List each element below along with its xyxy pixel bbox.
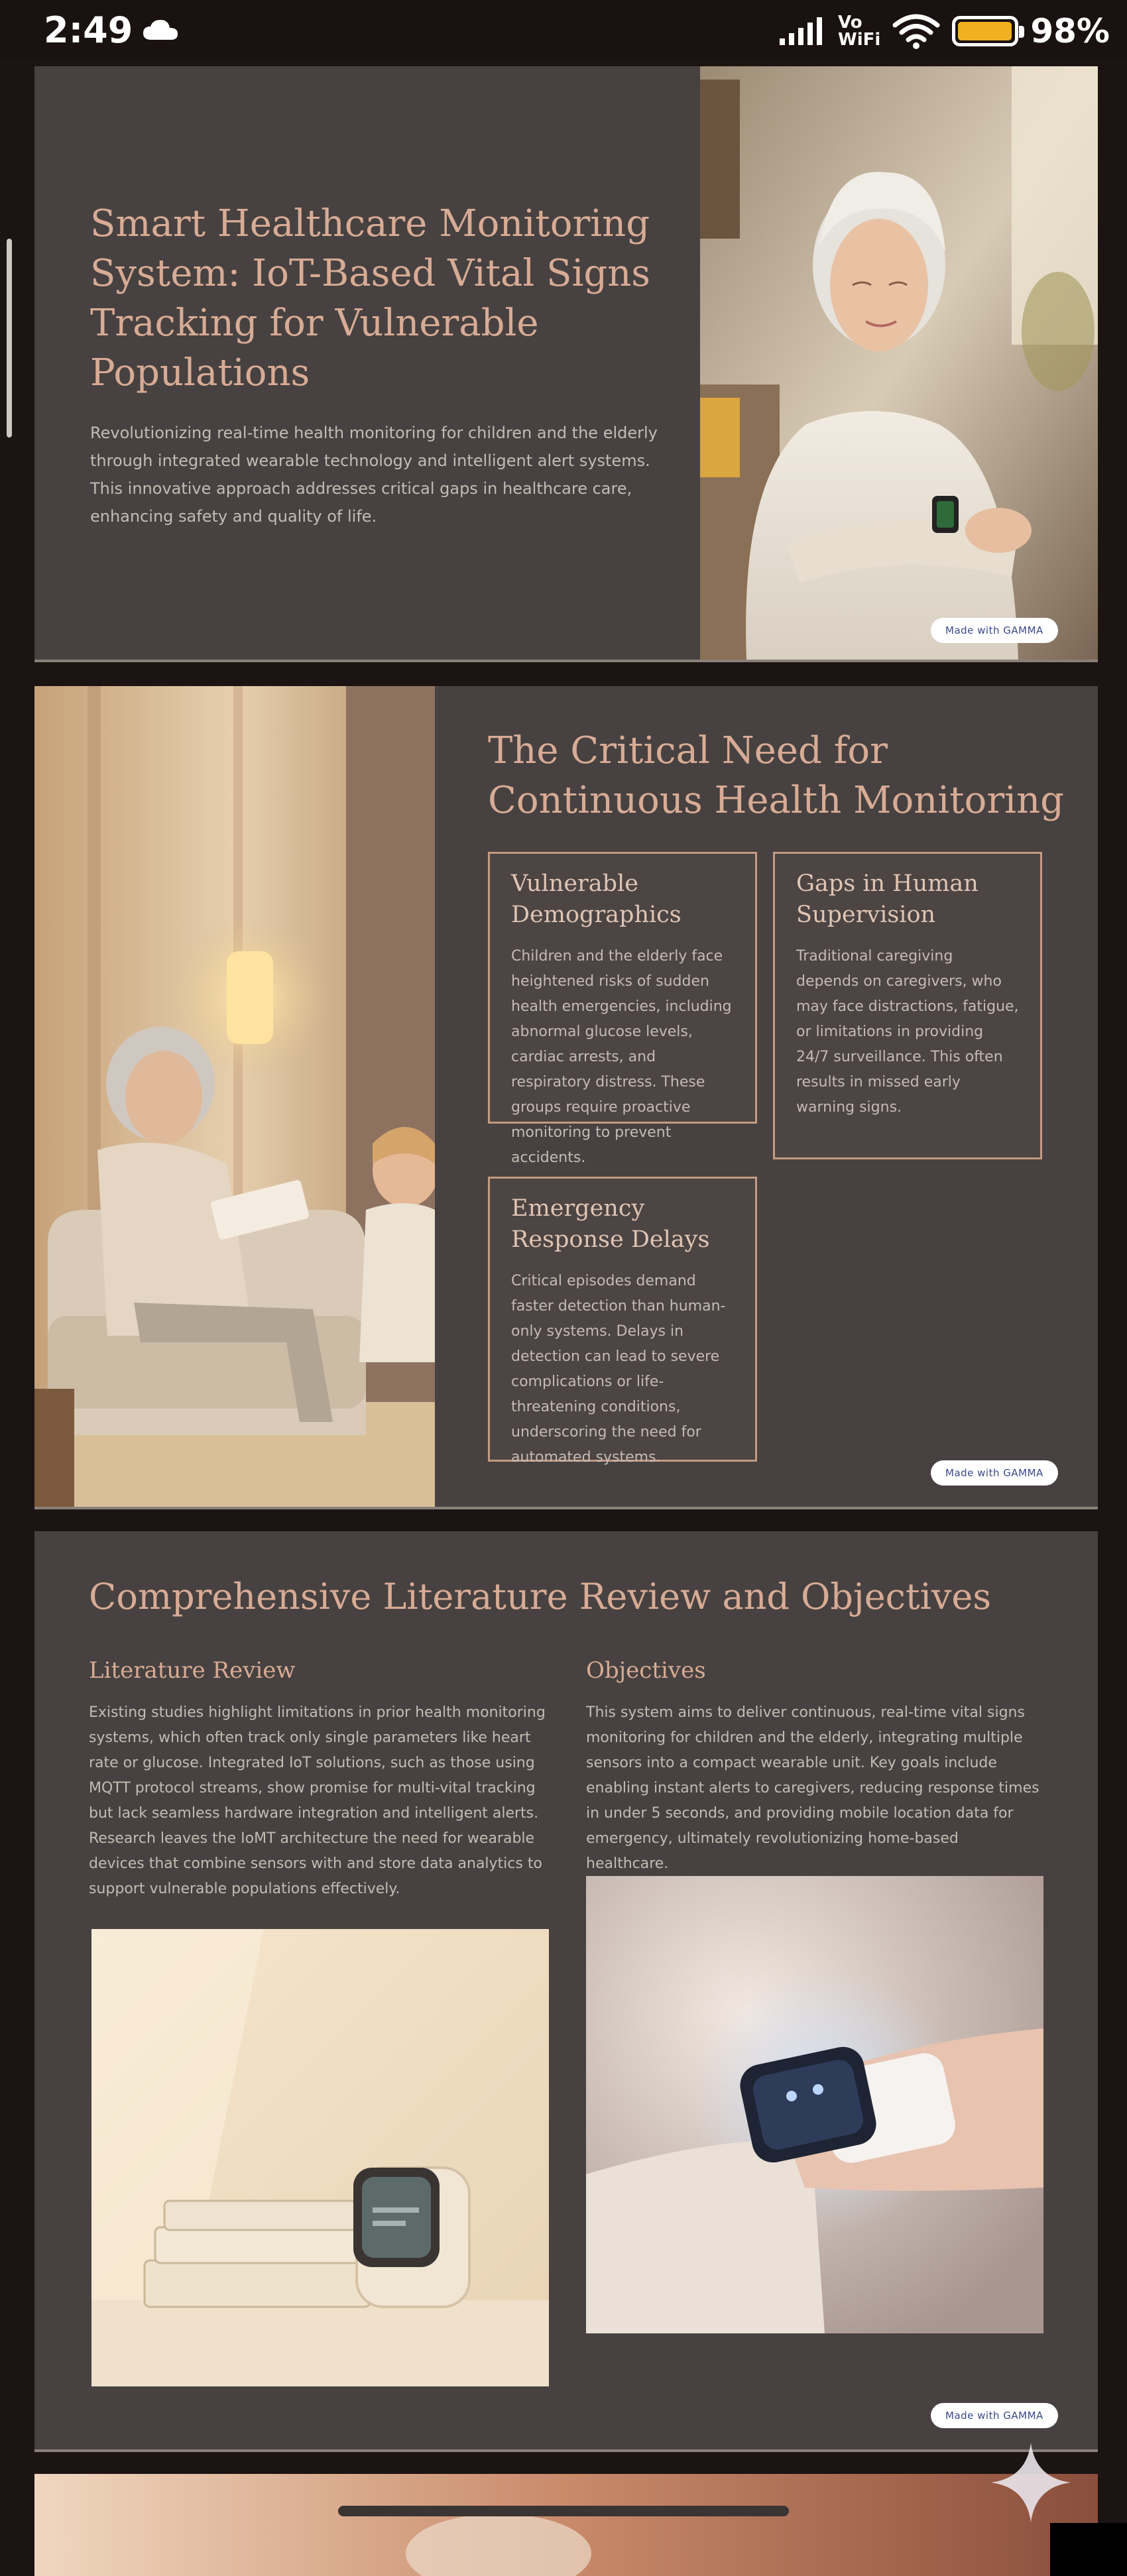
made-with-badge[interactable]: Made with GAMMA: [931, 1460, 1058, 1486]
status-bar: [0, 0, 1127, 61]
status-right-cluster: [778, 8, 1110, 54]
wifi-icon: [892, 13, 940, 49]
smartwatch-on-books-image: [91, 1929, 549, 2386]
signal-icon: [778, 16, 826, 46]
slide1-body: Revolutionizing real-time health monitoring for children and the elderly through integrated wearable technology and intelligent alert systems. This innovative approach addresses critical gaps in healthcare care, enhancing safety and quality of life.: [90, 424, 658, 526]
card-vulnerable-demographics[interactable]: [488, 852, 757, 1166]
card-emergency-response[interactable]: [488, 1177, 757, 1466]
corner-overlay: [1050, 2523, 1127, 2576]
next-slide-image: [34, 2474, 1098, 2576]
status-time: 2:49: [44, 9, 133, 51]
card-title: Emergency Response Delays: [511, 1195, 710, 1253]
slide1-title: Smart Healthcare Monitoring System: IoT-Based Vital Signs Tracking for Vulnerable Populations: [90, 202, 651, 394]
battery-percent: 98%: [1030, 12, 1110, 50]
slide-literature-review[interactable]: [34, 1531, 1098, 2452]
card-body: Children and the elderly face heightened risks of sudden health emergencies, including abnormal glucose levels, cardiac arrests, and respiratory distress. These groups require proactive monitoring to prevent accidents.: [511, 948, 732, 1166]
objectives-body: This system aims to deliver continuous, real-time vital signs monitoring for children and the elderly, integrating multiple sensors into a compact wearable unit. Key goals include enabling instant alerts to caregivers, reducing response times in under 5 seconds, and providing mobile location data for emergency, ultimately revolutionizing home-based healthcare.: [586, 1704, 1039, 1872]
slide3-title: Comprehensive Literature Review and Objectives: [89, 1576, 992, 1617]
card-title: Gaps in Human Supervision: [796, 870, 979, 928]
slide-critical-need[interactable]: [34, 686, 1098, 1509]
gesture-navigation-handle[interactable]: [338, 2506, 789, 2516]
glowing-smartwatch-wrist-image: [586, 1876, 1043, 2333]
slide-title[interactable]: [34, 66, 1098, 662]
made-with-badge[interactable]: Made with GAMMA: [931, 618, 1058, 643]
grandmother-reading-photo: [34, 686, 435, 1507]
battery-icon: [952, 16, 1018, 46]
card-body: Critical episodes demand faster detection than human-only systems. Delays in detection can lead to severe complications or life-threatening conditions, underscoring the need for automated systems.: [511, 1273, 726, 1466]
card-gaps-in-supervision[interactable]: [773, 852, 1042, 1159]
slide-next-peek[interactable]: [34, 2474, 1098, 2576]
card-body: Traditional caregiving depends on caregivers, who may face distractions, fatigue, or limitations in providing 24/7 surveillance. This often results in missed early warning signs.: [796, 948, 1019, 1116]
elderly-woman-photo: [700, 66, 1098, 660]
literature-body: Existing studies highlight limitations in prior health monitoring systems, which often track only single parameters like heart rate or glucose. Integrated IoT solutions, such as those using MQTT protocol streams, show promise for multi-vital tracking but lack seamless hardware integration and intelligent alerts. Research leaves the IoMT architecture the need for wearable devices that combine sensors with and store data analytics to support vulnerable populations effectively.: [89, 1704, 546, 1897]
card-title: Vulnerable Demographics: [511, 870, 682, 928]
vowifi-line1: Vo: [838, 13, 862, 32]
vowifi-line2: WiFi: [838, 30, 881, 50]
cloud-icon: [142, 19, 179, 41]
battery-fill: [958, 22, 1011, 40]
vowifi-label: [838, 14, 880, 48]
made-with-badge[interactable]: Made with GAMMA: [931, 2403, 1058, 2428]
objectives-heading: Objectives: [586, 1657, 706, 1684]
slide2-title: The Critical Need for Continuous Health Monitoring: [488, 729, 1064, 822]
sparkle-icon[interactable]: [988, 2439, 1074, 2526]
scroll-indicator[interactable]: [7, 239, 12, 438]
literature-heading: Literature Review: [89, 1657, 296, 1684]
